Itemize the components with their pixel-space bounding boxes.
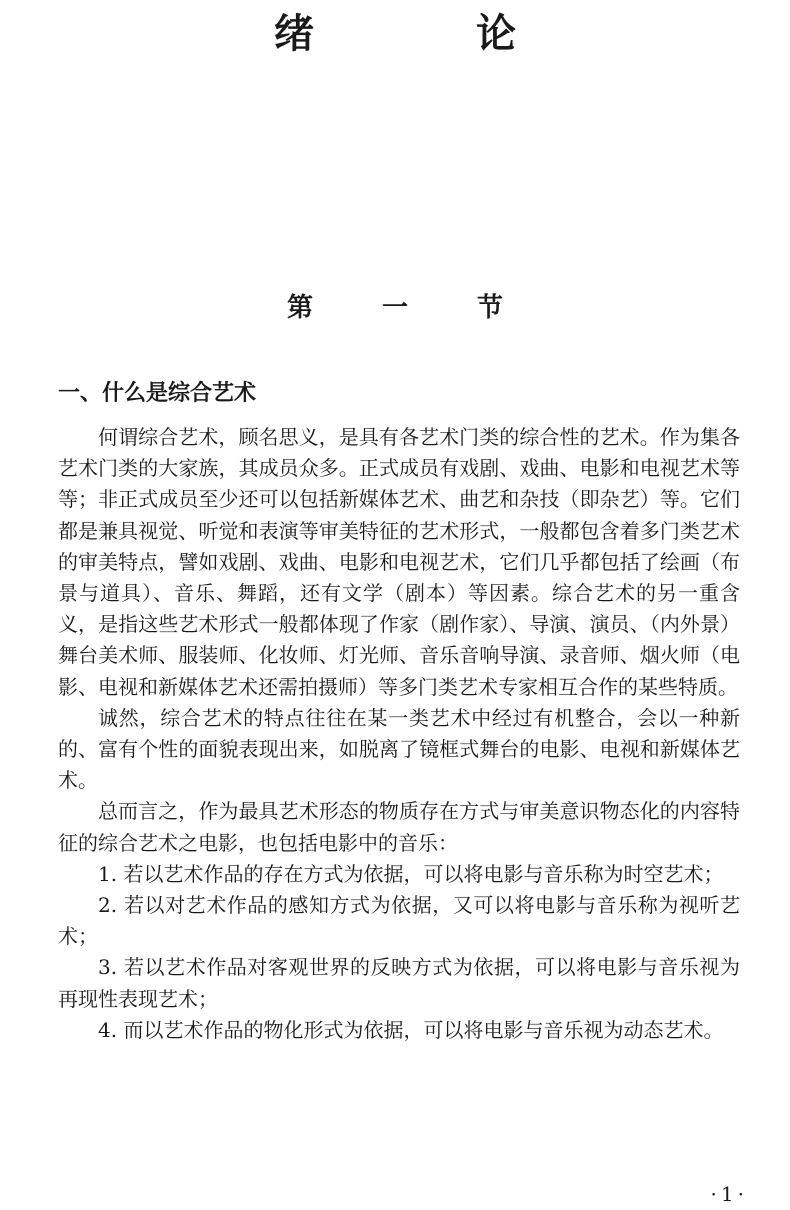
chapter-title: 绪 论 [274, 11, 590, 57]
list-item-audiovisual: 2. 若以对艺术作品的感知方式为依据，又可以将电影与音乐称为视听艺术； [58, 893, 740, 949]
paragraph-definition: 何谓综合艺术，顾名思义，是具有各艺术门类的综合性的艺术。作为集各艺术门类的大家族，其成员众多。正式成员有戏剧、戏曲、电影和电视艺术等等；非正式成员至少还可以包括新媒体艺术、曲艺和杂技（即杂艺）等。它们都是兼具视觉、听觉和表演等审美特征的艺术形式，一般都包含着多门类艺术的审美特点，譬如戏剧、戏曲、电影和电视艺术，它们几乎都包括了绘画（布景与道具）、音乐、舞蹈，还有文学（剧本）等因素。综合艺术的另一重含义，是指这些艺术形式一般都体现了作家（剧作家）、导演、演员、（内外景）舞台美术师、服装师、化妆师、灯光师、音乐音响导演、录音师、烟火师（电影、电视和新媒体艺术还需拍摄师）等多门类艺术专家相互合作的某些特质。 [58, 425, 740, 699]
subsection-title: 一、什么是综合艺术 [58, 381, 257, 406]
body-text [58, 422, 740, 1046]
list-item-representational: 3. 若以艺术作品对客观世界的反映方式为依据，可以将电影与音乐视为再现性表现艺术； [58, 955, 740, 1011]
page-number-value: 1 [720, 1182, 734, 1206]
list-item-dynamic: 4. 而以艺术作品的物化形式为依据，可以将电影与音乐视为动态艺术。 [98, 1017, 724, 1042]
list-item-time-space: 1. 若以艺术作品的存在方式为依据，可以将电影与音乐称为时空艺术； [98, 861, 724, 886]
paragraph-summary: 总而言之，作为最具艺术形态的物质存在方式与审美意识物态化的内容特征的综合艺术之电影，也包括电影中的音乐： [58, 799, 740, 855]
paragraph-integration: 诚然，综合艺术的特点往往在某一类艺术中经过有机整合，会以一种新的、富有个性的面貌表现出来，如脱离了镜框式舞台的电影、电视和新媒体艺术。 [58, 705, 740, 793]
page-number-right-dot: · [737, 1182, 744, 1206]
section-title: 第 一 节 [286, 293, 534, 323]
page-number-left-dot: · [710, 1182, 717, 1206]
page-number [707, 1182, 748, 1206]
